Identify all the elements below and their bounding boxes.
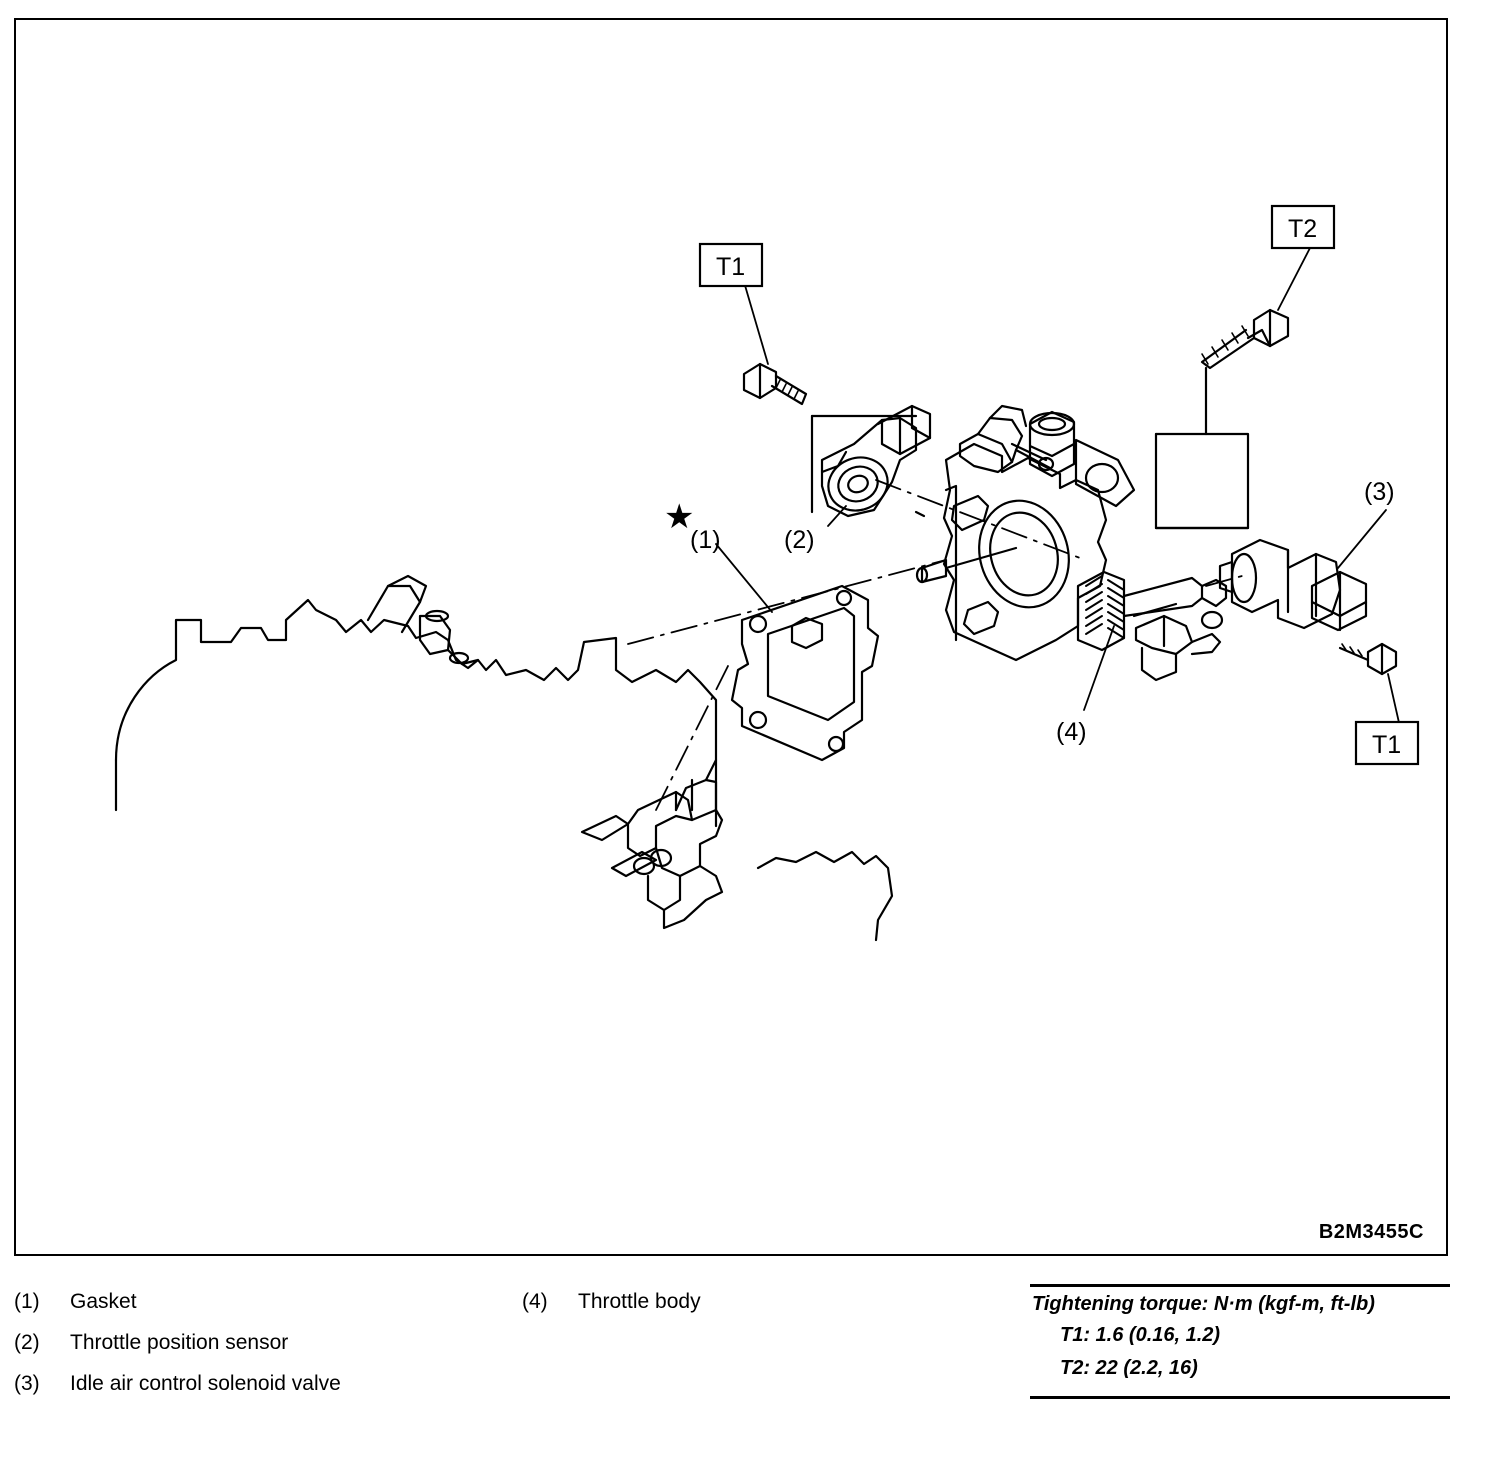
legend-item (14, 1372, 341, 1396)
legend-item (522, 1290, 701, 1314)
torque-line-t1: T1: 1.6 (0.16, 1.2) (1060, 1324, 1221, 1346)
figure-frame (14, 18, 1448, 1256)
legend-column-1 (14, 1290, 341, 1413)
legend-column-2 (522, 1290, 701, 1331)
exploded-view-diagram (16, 20, 1446, 1254)
torque-title: Tightening torque: N·m (kgf-m, ft-lb) (1032, 1293, 1375, 1315)
legend-label: Throttle body (578, 1290, 701, 1313)
torque-tag-t2: T2 (1288, 215, 1318, 243)
legend-label: Gasket (70, 1290, 137, 1313)
callout-1: (1) (690, 526, 721, 554)
star-marker: ★ (664, 498, 695, 536)
torque-rule-bottom (1030, 1396, 1450, 1399)
figure-code: B2M3455C (1318, 1221, 1424, 1243)
legend-number: (1) (14, 1290, 40, 1313)
torque-tag-t1-right: T1 (1372, 731, 1402, 759)
tightening-torque-box (1030, 1284, 1450, 1399)
legend-label: Throttle position sensor (70, 1331, 289, 1354)
legend-label: Idle air control solenoid valve (70, 1372, 341, 1395)
callout-3: (3) (1364, 478, 1395, 506)
callout-2: (2) (784, 526, 815, 554)
legend-item (14, 1331, 341, 1355)
callout-4: (4) (1056, 718, 1087, 746)
legend-number: (2) (14, 1331, 40, 1354)
legend-number: (4) (522, 1290, 548, 1313)
legend-item (14, 1290, 341, 1314)
legend-number: (3) (14, 1372, 40, 1395)
torque-line-t2: T2: 22 (2.2, 16) (1060, 1357, 1198, 1379)
torque-tag-t1-left: T1 (716, 253, 746, 281)
